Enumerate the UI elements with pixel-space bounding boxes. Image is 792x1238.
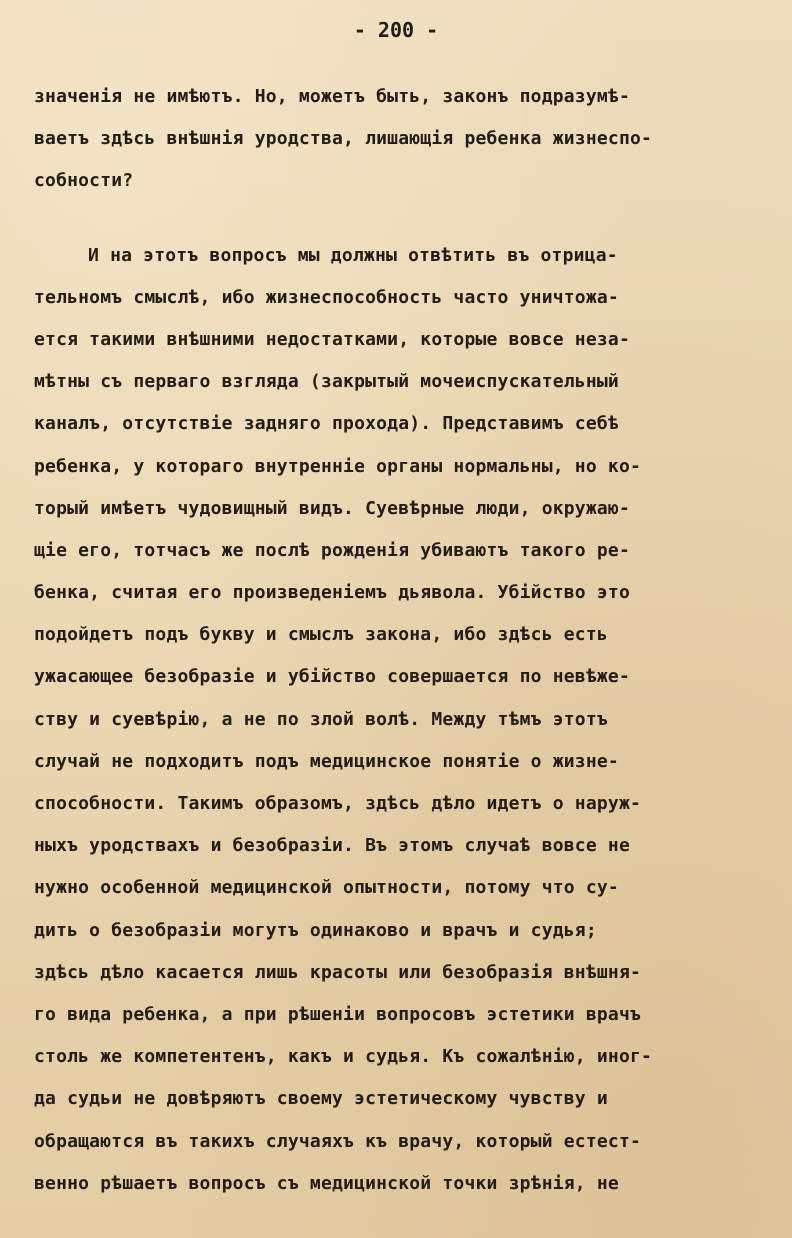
text-line: ется такими внѣшними недостатками, которые вовсе неза- xyxy=(34,328,630,350)
body-text xyxy=(34,86,750,1215)
page-number: - 200 - xyxy=(353,18,439,42)
text-line: ныхъ уродствахъ и безобразiи. Въ этомъ случаѣ вовсе не xyxy=(34,835,630,857)
text-line: торый имѣетъ чудовищный видъ. Суевѣрные люди, окружаю- xyxy=(34,497,630,519)
text-line: ребенка, у котораго внутреннiе органы нормальны, но ко- xyxy=(34,455,642,477)
text-line: тельномъ смыслѣ, ибо жизнеспособность часто уничтожа- xyxy=(34,286,619,308)
text-line: щiе его, тотчасъ же послѣ рожденiя убиваютъ такого ре- xyxy=(34,539,630,561)
text-line: столь же компетентенъ, какъ и судья. Къ сожалѣнiю, иног- xyxy=(34,1046,653,1068)
text-line: И на этотъ вопросъ мы должны отвѣтить въ отрица- xyxy=(88,244,618,266)
paragraph-gap xyxy=(34,213,750,245)
text-line: бенка, считая его произведенiемъ дьявола. Убiйство это xyxy=(34,582,630,604)
text-line: ваетъ здѣсь внѣшнiя уродства, лишающiя ребенка жизнеспо- xyxy=(34,128,653,150)
text-line: да судьи не довѣряютъ своему эстетическому чувству и xyxy=(34,1088,608,1110)
text-line: нужно особенной медицинской опытности, потому что су- xyxy=(34,877,619,899)
text-line: ству и суевѣрiю, а не по злой волѣ. Между тѣмъ этотъ xyxy=(34,708,608,730)
text-line: каналъ, отсутствiе задняго прохода). Представимъ себѣ xyxy=(34,413,619,435)
text-line: дить о безобразiи могутъ одинаково и врачъ и судья; xyxy=(34,919,597,941)
text-line: венно рѣшаетъ вопросъ съ медицинской точки зрѣнiя, не xyxy=(34,1172,619,1194)
text-line: собности? xyxy=(34,170,134,192)
paragraph-1 xyxy=(34,86,750,213)
text-line: здѣсь дѣло касается лишь красоты или безобразiя внѣшня- xyxy=(34,961,642,983)
text-line: случай не подходитъ подъ медицинское понятiе о жизне- xyxy=(34,750,619,772)
text-line: мѣтны съ перваго взгляда (закрытый мочеиспускательный xyxy=(34,371,619,393)
text-line: значенiя не имѣютъ. Но, можетъ быть, законъ подразумѣ- xyxy=(34,86,630,107)
text-line: обращаются въ такихъ случаяхъ къ врачу, который естест- xyxy=(34,1130,642,1152)
text-line: подойдетъ подъ букву и смыслъ закона, ибо здѣсь есть xyxy=(34,624,608,646)
paragraph-2 xyxy=(34,245,750,1215)
text-line: способности. Такимъ образомъ, здѣсь дѣло идетъ о наруж- xyxy=(34,793,642,814)
text-line: ужасающее безобразiе и убiйство совершается по невѣже- xyxy=(34,666,630,688)
text-line: го вида ребенка, а при рѣшенiи вопросовъ эстетики врачъ xyxy=(34,1003,642,1025)
